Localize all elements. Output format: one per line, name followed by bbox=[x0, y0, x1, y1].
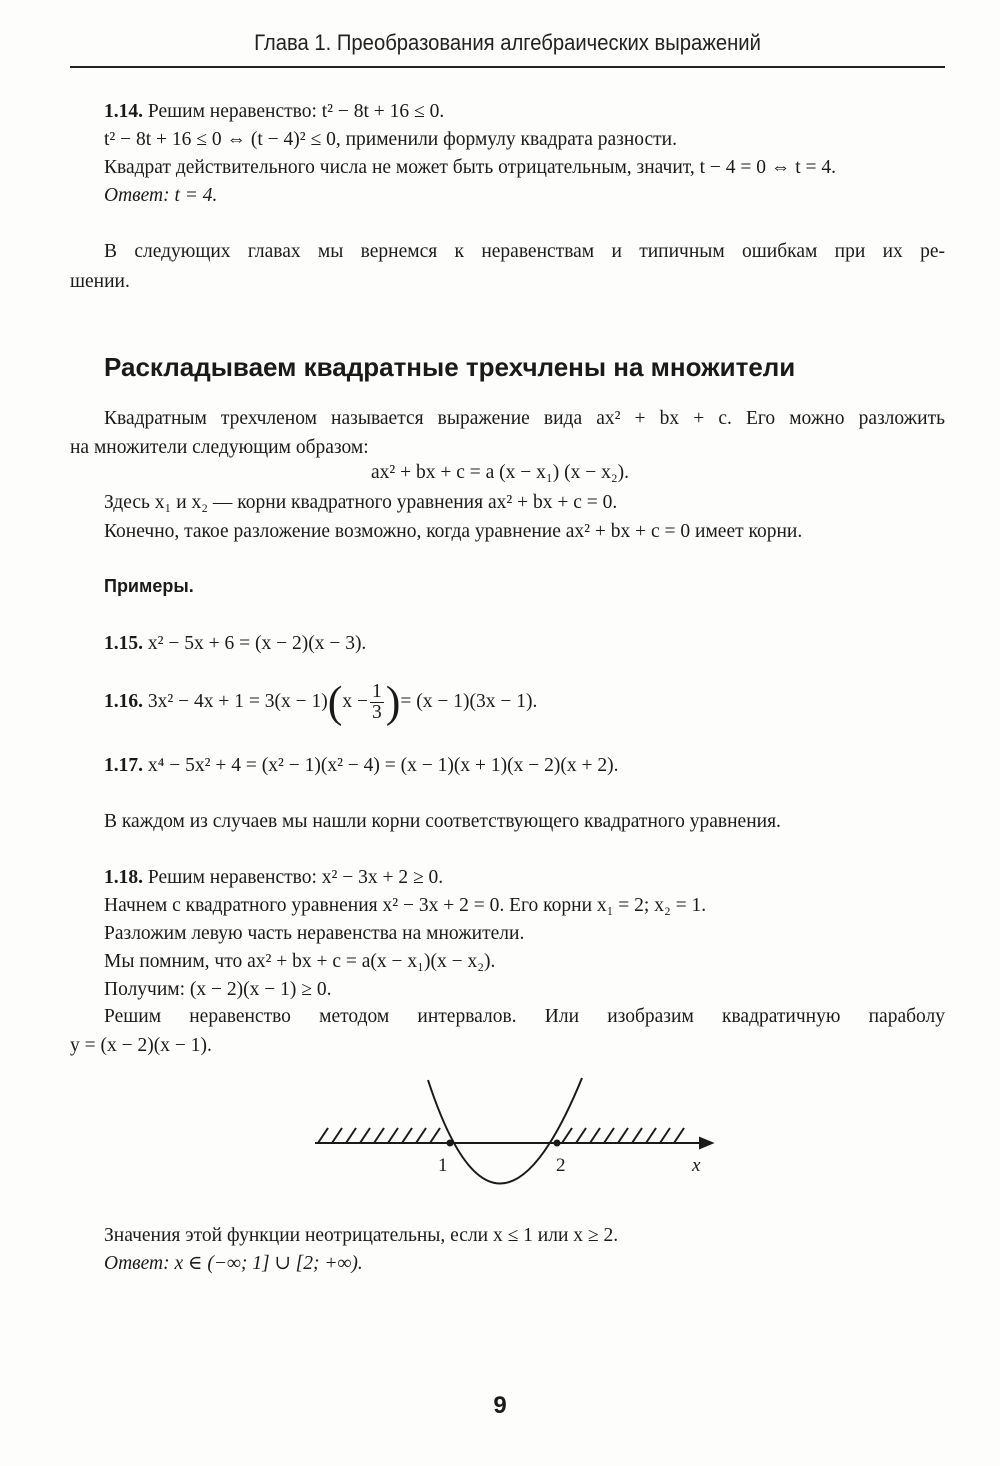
ex116-x: x − bbox=[342, 691, 368, 712]
ex116-number: 1.16. bbox=[104, 691, 143, 712]
ex114-line1 bbox=[104, 98, 945, 126]
examples-summary: В каждом из случаев мы нашли корни соответствующего квадратного уравнения. bbox=[104, 811, 781, 832]
ex116-right: = (x − 1)(3x − 1). bbox=[400, 691, 538, 712]
axis-arrow-icon bbox=[700, 1138, 712, 1148]
ex118-line2: Начнем с квадратного уравнения x² − 3x + 2 = 0. Его корни x₁ = 2; x₂ = 1. bbox=[104, 895, 707, 916]
definition-line1: Квадратным трехчленом называется выражение вида ax² + bx + c. Его можно разложить bbox=[104, 408, 945, 429]
section-title: Раскладываем квадратные трехчлены на множители bbox=[104, 352, 796, 382]
paren-open: ( bbox=[327, 677, 343, 727]
one-third-fraction bbox=[370, 682, 384, 723]
ex118-line1 bbox=[104, 864, 945, 892]
ex117-number: 1.17. bbox=[104, 755, 143, 776]
header-rule bbox=[70, 66, 945, 68]
root-label-1: 1 bbox=[438, 1155, 448, 1176]
ex118-line5: Получим: (x − 2)(x − 1) ≥ 0. bbox=[104, 979, 332, 1000]
ex118-line6: Решим неравенство методом интервалов. Или изобразим квадратичную параболу bbox=[104, 1006, 945, 1027]
ex118-line4: Мы помним, что ax² + bx + c = a(x − x₁)(x − x₂). bbox=[104, 951, 496, 972]
fraction-numerator: 1 bbox=[371, 681, 382, 703]
ex117-formula: x⁴ − 5x² + 4 = (x² − 1)(x² − 4) = (x − 1)(x + 1)(x − 2)(x + 2). bbox=[143, 755, 619, 776]
ex117 bbox=[104, 752, 945, 780]
ex114-answer: Ответ: t = 4. bbox=[104, 185, 218, 206]
hatching-left bbox=[318, 1128, 440, 1143]
ex118-number: 1.18. bbox=[104, 867, 143, 888]
ex118-conclusion: Значения этой функции неотрицательны, если x ≤ 1 или x ≥ 2. bbox=[104, 1225, 619, 1246]
ex115 bbox=[104, 630, 945, 658]
paren-close: ) bbox=[385, 677, 401, 727]
ex114-line3: Квадрат действительного числа не может быть отрицательным, значит, t − 4 = 0 ⇔ t = 4. bbox=[104, 157, 837, 178]
possibility-statement: Конечно, такое разложение возможно, когда уравнение ax² + bx + c = 0 имеет корни. bbox=[104, 521, 803, 542]
root-point-2 bbox=[554, 1140, 561, 1147]
ex115-number: 1.15. bbox=[104, 633, 143, 654]
fraction-denominator: 3 bbox=[371, 702, 382, 724]
ex118-line3: Разложим левую часть неравенства на множители. bbox=[104, 923, 525, 944]
roots-statement: Здесь x₁ и x₂ — корни квадратного уравнения ax² + bx + c = 0. bbox=[104, 492, 618, 513]
ex116-left: 3x² − 4x + 1 = 3(x − 1) bbox=[143, 691, 328, 712]
hatching-right bbox=[562, 1128, 684, 1143]
ex118-statement: Решим неравенство: x² − 3x + 2 ≥ 0. bbox=[143, 867, 444, 888]
ex115-formula: x² − 5x + 6 = (x − 2)(x − 3). bbox=[143, 633, 367, 654]
axis-label-x: x bbox=[692, 1155, 701, 1176]
factorization-formula: ax² + bx + c = a (x − x₁) (x − x₂). bbox=[371, 462, 629, 483]
ex118-answer: Ответ: x ∈ (−∞; 1] ∪ [2; +∞). bbox=[104, 1253, 363, 1274]
ex114-number: 1.14. bbox=[104, 101, 143, 122]
root-point-1 bbox=[447, 1140, 454, 1147]
root-label-2: 2 bbox=[556, 1155, 566, 1176]
parabola-graph bbox=[300, 1068, 720, 1198]
ex114-line2: t² − 8t + 16 ≤ 0 ⇔ (t − 4)² ≤ 0, применили формулу квадрата разности. bbox=[104, 129, 677, 150]
chapter-header: Глава 1. Преобразования алгебраических выражений bbox=[254, 30, 761, 55]
ex114-statement: Решим неравенство: t² − 8t + 16 ≤ 0. bbox=[143, 101, 445, 122]
ex116 bbox=[104, 677, 945, 727]
page-number: 9 bbox=[493, 1392, 507, 1419]
definition-line2: на множители следующим образом: bbox=[70, 437, 369, 458]
next-chapters-line2: шении. bbox=[70, 271, 130, 292]
examples-title: Примеры. bbox=[104, 576, 194, 596]
ex118-line7: y = (x − 2)(x − 1). bbox=[70, 1035, 212, 1056]
next-chapters-line1: В следующих главах мы вернемся к неравенствам и типичным ошибкам при их ре- bbox=[104, 241, 945, 262]
